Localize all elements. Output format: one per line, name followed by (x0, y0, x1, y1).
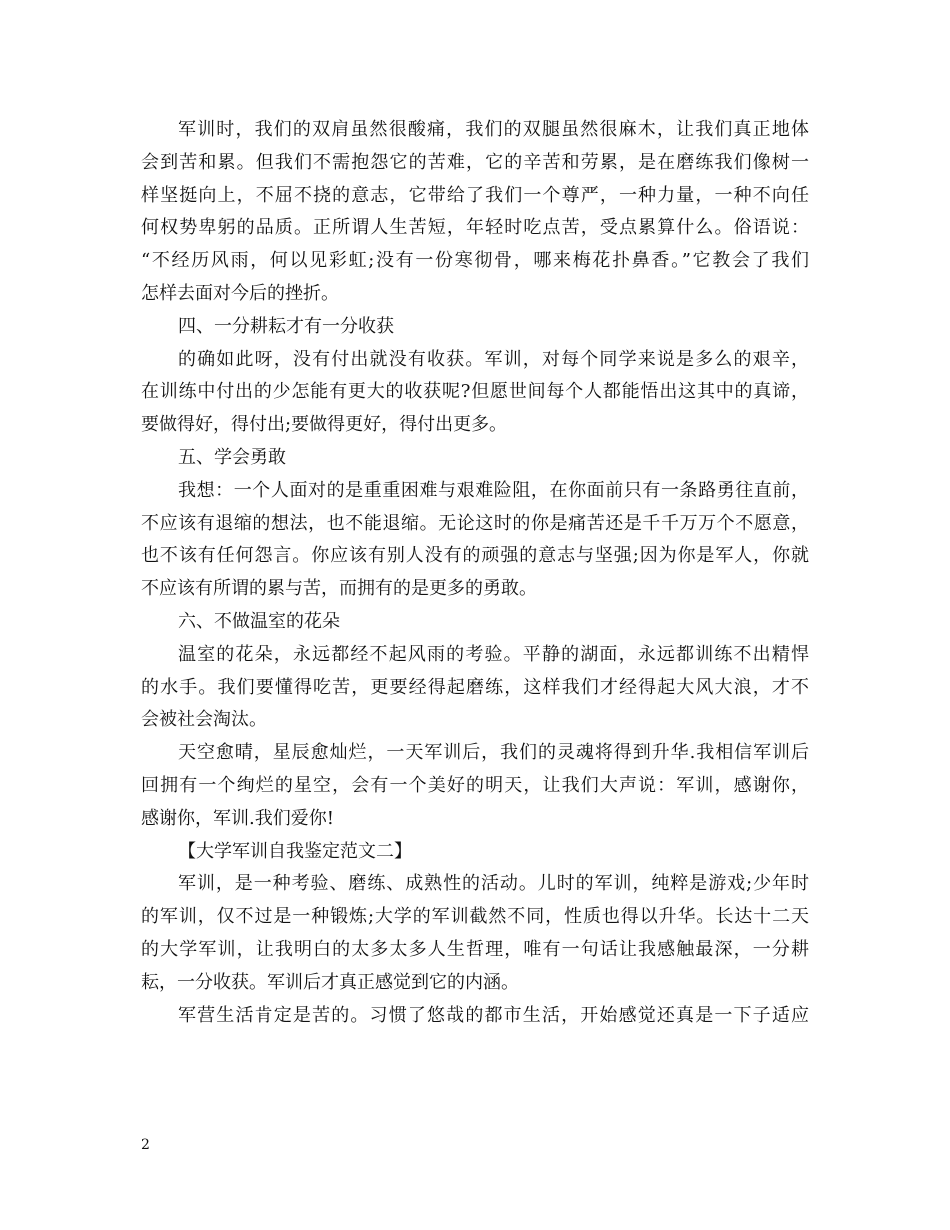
page-number: 2 (141, 1137, 150, 1153)
text-line: 在训练中付出的少怎能有更大的收获呢?但愿世间每个人都能悟出这其中的真谛， (141, 381, 809, 403)
text-line: 的水手。我们要懂得吃苦，更要经得起磨练，这样我们才经得起大风大浪，才不 (141, 676, 809, 698)
text-line: 六、不做温室的花朵 (178, 610, 340, 632)
text-line: 温室的花朵，永远都经不起风雨的考验。平静的湖面，永远都训练不出精悍 (178, 643, 809, 665)
text-line: 【大学军训自我鉴定范文二】 (178, 840, 412, 862)
text-line: 的军训，仅不过是一种锻炼;大学的军训截然不同，性质也得以升华。长达十二天 (141, 906, 809, 928)
text-line: 回拥有一个绚烂的星空，会有一个美好的明天，让我们大声说：军训，感谢你， (141, 774, 809, 796)
text-line: 不应该有退缩的想法，也不能退缩。无论这时的你是痛苦还是千千万万个不愿意， (141, 512, 809, 534)
text-line: 样坚挺向上，不屈不挠的意志，它带给了我们一个尊严，一种力量，一种不向任 (141, 184, 809, 206)
text-line: 军营生活肯定是苦的。习惯了悠哉的都市生活，开始感觉还真是一下子适应 (178, 1004, 809, 1026)
text-line: 的大学军训，让我明白的太多太多人生哲理，唯有一句话让我感触最深，一分耕 (141, 938, 809, 960)
text-line: 会到苦和累。但我们不需抱怨它的苦难，它的辛苦和劳累，是在磨练我们像树一 (141, 151, 809, 173)
text-line: 感谢你，军训.我们爱你! (141, 807, 334, 829)
text-line: 天空愈晴，星辰愈灿烂，一天军训后，我们的灵魂将得到升华.我相信军训后 (178, 742, 809, 764)
text-line: 会被社会淘汰。 (141, 709, 267, 731)
text-line: 军训，是一种考验、磨练、成熟性的活动。儿时的军训，纯粹是游戏;少年时 (178, 873, 809, 895)
text-line: 五、学会勇敢 (178, 446, 286, 468)
text-line: 要做得好，得付出;要做得更好，得付出更多。 (141, 414, 508, 436)
body-text (141, 114, 809, 1032)
text-line: 也不该有任何怨言。你应该有别人没有的顽强的意志与坚强;因为你是军人，你就 (141, 545, 809, 567)
text-line: “不经历风雨，何以见彩虹;没有一份寒彻骨，哪来梅花扑鼻香。”它教会了我们 (141, 250, 809, 272)
text-line: 的确如此呀，没有付出就没有收获。军训，对每个同学来说是多么的艰辛， (178, 348, 809, 370)
text-line: 不应该有所谓的累与苦，而拥有的是更多的勇敢。 (141, 578, 537, 600)
text-line: 耘，一分收获。军训后才真正感觉到它的内涵。 (141, 971, 519, 993)
text-line: 军训时，我们的双肩虽然很酸痛，我们的双腿虽然很麻木，让我们真正地体 (178, 119, 809, 140)
text-line: 我想：一个人面对的是重重困难与艰难险阻，在你面前只有一条路勇往直前， (178, 479, 809, 501)
text-line: 何权势卑躬的品质。正所谓人生苦短，年轻时吃点苦，受点累算什么。俗语说： (141, 217, 809, 239)
text-line: 四、一分耕耘才有一分收获 (178, 315, 394, 337)
text-line: 怎样去面对今后的挫折。 (141, 282, 339, 304)
